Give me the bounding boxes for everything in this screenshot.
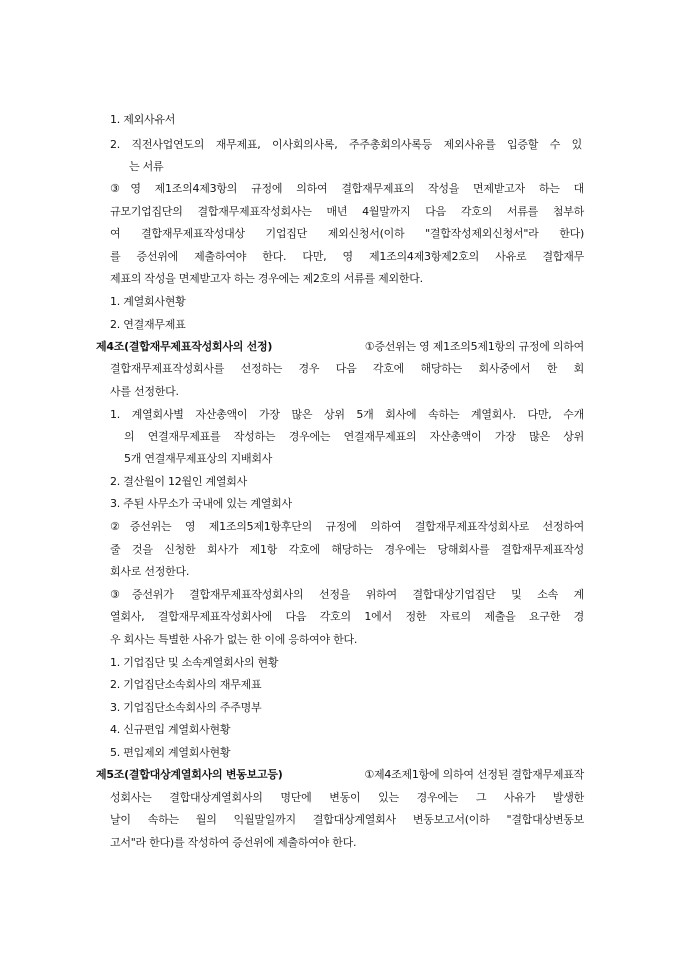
list-item: 1. 계열회사현황	[110, 295, 186, 308]
paragraph-line: 제표의 작성을 면제받고자 하는 경우에는 제2호의 서류를 제외한다.	[110, 272, 423, 285]
article-4-text: ①증선위는 영 제1조의5제1항의 규정에 의하여	[364, 340, 584, 353]
list-item-continuation: 의 연결재무제표를 작성하는 경우에는 연결재무제표의 자산총액이 가장 많은 상위	[124, 430, 584, 443]
article-4-heading-line	[96, 340, 584, 354]
paragraph-line: 를 증선위에 제출하여야 한다. 다만, 영 제1조의4제3항제2호의 사유로 결합재무	[110, 250, 584, 263]
list-item: 2. 직전사업연도의 재무제표, 이사회의사록, 주주총회의사록등 제외사유를 입증할 수 있	[110, 138, 582, 151]
list-item: 5. 편입제외 계열회사현황	[110, 746, 231, 759]
paragraph-line: ③증선위가 결합재무제표작성회사의 선정을 위하여 결합대상기업집단 및 소속 계	[110, 588, 584, 601]
list-item: 3. 주된 사무소가 국내에 있는 계열회사	[110, 497, 292, 510]
list-item: 3. 기업집단소속회사의 주주명부	[110, 701, 262, 714]
list-item: 1. 계열회사별 자산총액이 가장 많은 상위 5개 회사에 속하는 계열회사. 다만, 수개	[110, 408, 584, 421]
paragraph-line: 규모기업집단의 결합재무제표작성회사는 매년 4월말까지 다음 각호의 서류를 첨부하	[110, 205, 584, 218]
list-item: 1. 기업집단 및 소속계열회사의 현황	[110, 656, 279, 669]
article-4-title: 제4조(결합재무제표작성회사의 선정)	[96, 340, 273, 353]
paragraph-line: 회사로 선정한다.	[110, 565, 190, 578]
list-item: 4. 신규편입 계열회사현황	[110, 723, 231, 736]
article-5-heading-line	[96, 768, 584, 782]
list-item: 2. 기업집단소속회사의 재무제표	[110, 678, 262, 691]
list-item-continuation: 5개 연결재무제표상의 지배회사	[124, 452, 273, 465]
list-item: 2. 결산월이 12월인 계열회사	[110, 475, 247, 488]
article-5-title: 제5조(결합대상계열회사의 변동보고등)	[96, 768, 283, 781]
paragraph-line: 열회사, 결합재무제표작성회사에 다음 각호의 1에서 정한 자료의 제출을 요구한 경	[110, 610, 584, 623]
list-item-continuation: 는 서류	[129, 160, 164, 173]
paragraph-line: ③영 제1조의4제3항의 규정에 의하여 결합재무제표의 작성을 면제받고자 하는 대	[110, 182, 584, 195]
list-item: 1. 제외사유서	[110, 113, 176, 126]
paragraph-line: 우 회사는 특별한 사유가 없는 한 이에 응하여야 한다.	[110, 633, 358, 646]
paragraph-line: 결합재무제표작성회사를 선정하는 경우 다음 각호에 해당하는 회사중에서 한 회	[110, 362, 584, 375]
paragraph-line: 날이 속하는 월의 익월말일까지 결합대상계열회사 변동보고서(이하 "결합대상변동보	[110, 813, 584, 826]
paragraph-line: 여 결합재무제표작성대상 기업집단 제외신청서(이하 "결합작성제외신청서"라 한다)	[110, 227, 584, 240]
paragraph-line: 줄 것을 신청한 회사가 제1항 각호에 해당하는 경우에는 당해회사를 결합재무제표작성	[110, 543, 584, 556]
paragraph-line: 고서"라 한다)를 작성하여 증선위에 제출하여야 한다.	[110, 836, 357, 849]
list-item: 2. 연결재무제표	[110, 318, 186, 331]
paragraph-line: ②증선위는 영 제1조의5제1항후단의 규정에 의하여 결합재무제표작성회사로 선정하여	[110, 520, 584, 533]
paragraph-line: 성회사는 결합대상계열회사의 명단에 변동이 있는 경우에는 그 사유가 발생한	[110, 791, 584, 804]
paragraph-line: 사를 선정한다.	[110, 385, 179, 398]
article-5-text: ①제4조제1항에 의하여 선정된 결합재무제표작	[364, 768, 584, 781]
